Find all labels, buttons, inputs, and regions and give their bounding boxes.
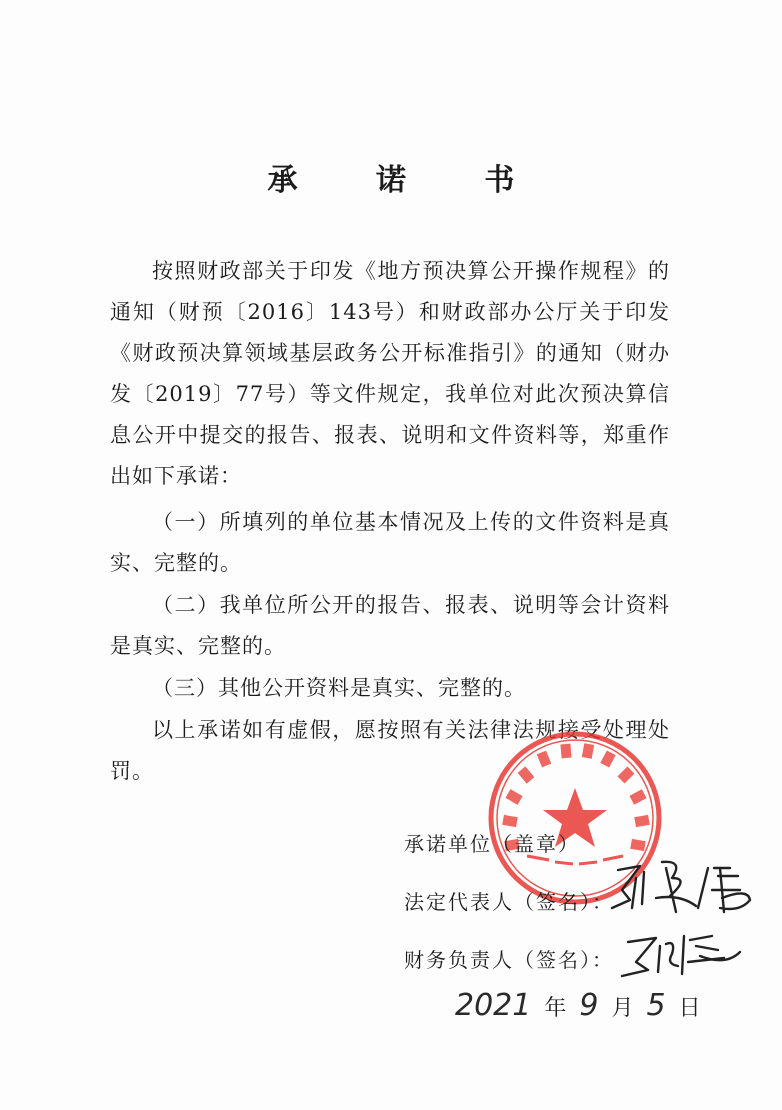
- date-year-label: 年: [544, 996, 567, 1021]
- page-title: 承 诺 书: [267, 163, 549, 198]
- date-month-label: 月: [611, 996, 634, 1021]
- signature-legal-rep-label: 法定代表人（签名）：: [404, 890, 614, 914]
- intro-paragraph: 按照财政部关于印发《地方预决算公开操作规程》的通知（财预〔2016〕143号）和财政部办公厅关于印发《财政预决算领域基层政务公开标准指引》的通知（财办发〔2019〕77号）等文件规定，我单位对此次预决算信息公开中提交的报告、报表、说明和文件资料等，郑重作出如下承诺：: [110, 259, 670, 488]
- closing-paragraph: 以上承诺如有虚假，愿按照有关法律法规接受处理处罚。: [110, 718, 670, 783]
- commitment-item-1: （一）所填列的单位基本情况及上传的文件资料是真实、完整的。: [110, 510, 670, 575]
- commitment-item-3: （三）其他公开资料是真实、完整的。: [152, 676, 526, 700]
- handwritten-signature-icon: [600, 850, 770, 990]
- signature-finance-head-label: 财务负责人（签名）：: [404, 948, 614, 972]
- signature-unit-label: 承诺单位（盖章）: [404, 832, 580, 856]
- date-day-label: 日: [678, 996, 701, 1021]
- date-line: [455, 988, 707, 1023]
- commitment-item-2: （二）我单位所公开的报告、报表、说明等会计资料是真实、完整的。: [110, 593, 670, 658]
- date-month: 9: [579, 988, 599, 1023]
- date-day: 5: [646, 988, 666, 1023]
- date-year: 2021: [455, 988, 532, 1023]
